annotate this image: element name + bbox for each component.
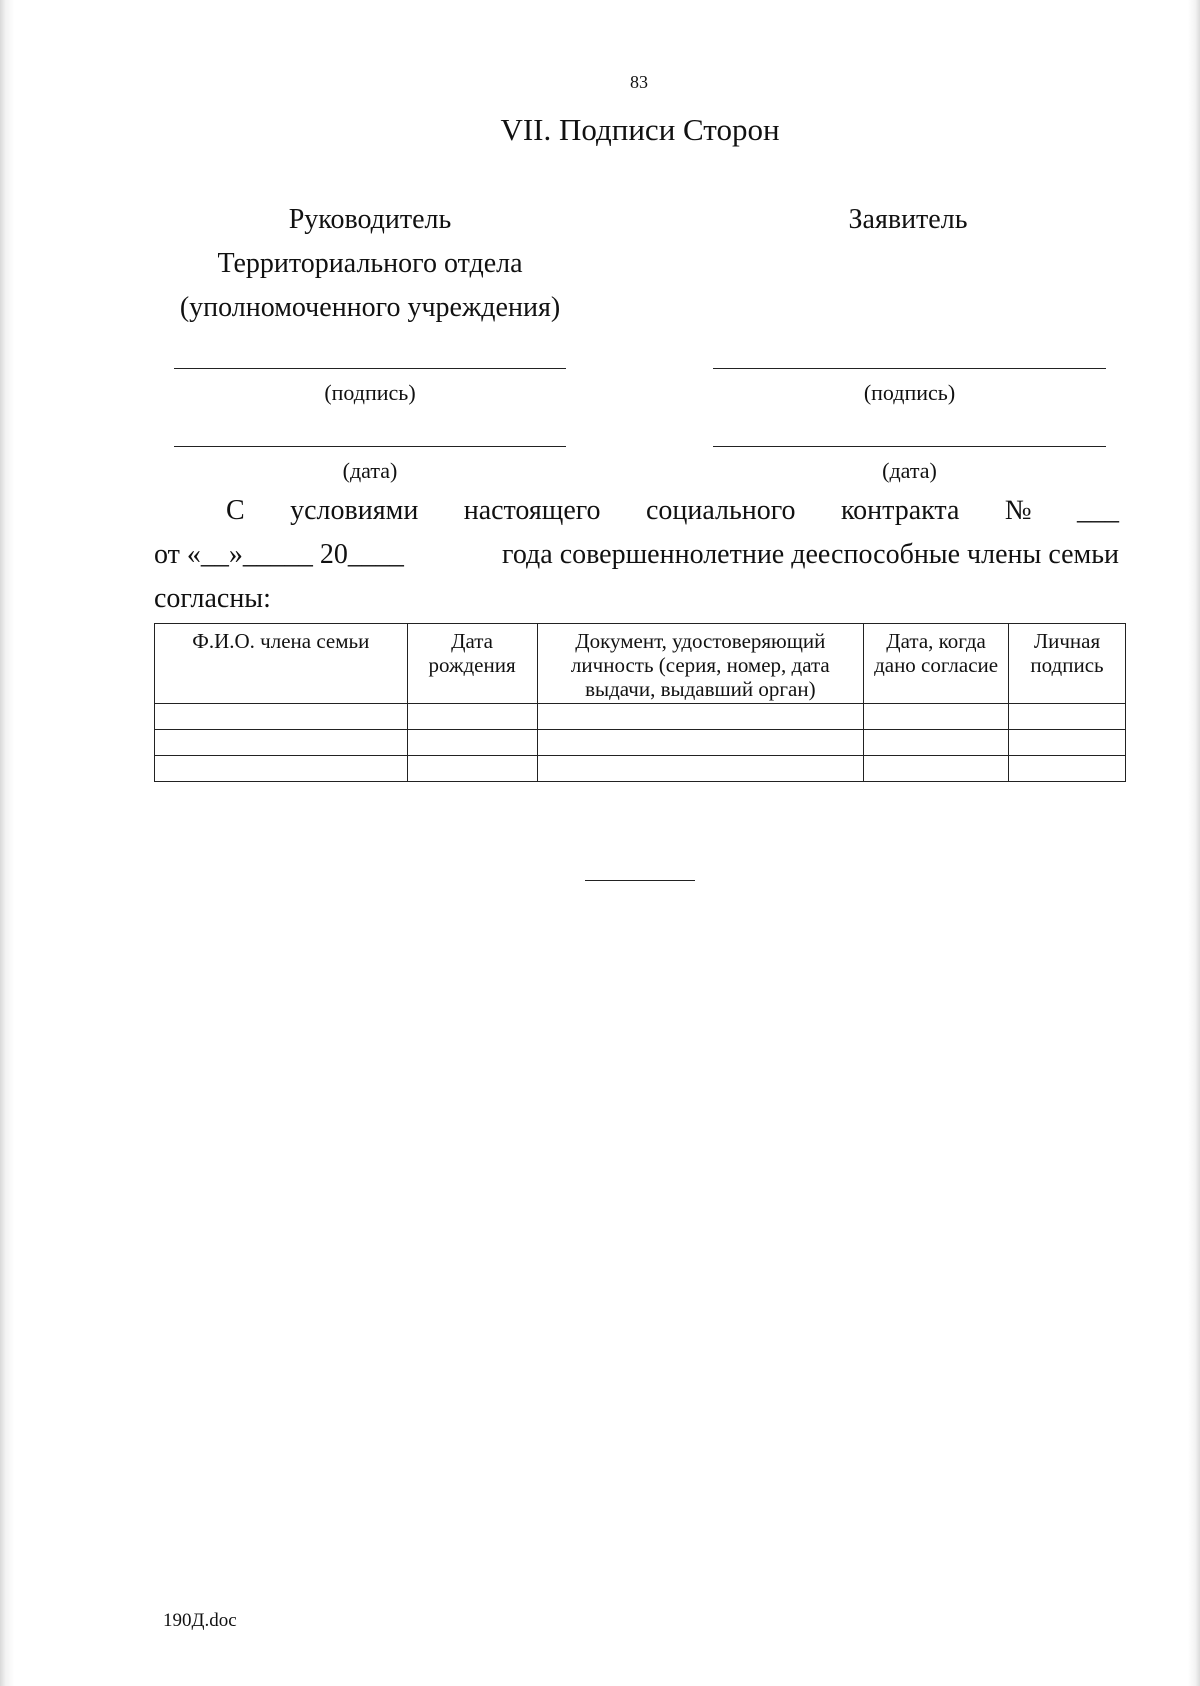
table-cell[interactable]: [1009, 704, 1126, 730]
end-of-document-divider: [585, 880, 695, 881]
consent-line-1: [154, 489, 1119, 533]
table-cell[interactable]: [155, 756, 408, 782]
consent-line-3: согласны:: [154, 583, 271, 614]
left-date-caption: (дата): [342, 458, 398, 483]
table-cell[interactable]: [864, 756, 1009, 782]
consent-word: настоящего: [463, 495, 601, 526]
left-party-block: [150, 198, 590, 330]
footer-file-name: 190Д.doc: [163, 1610, 237, 1631]
left-party-title-line3: (уполномоченного учреждения): [179, 292, 561, 323]
table-cell[interactable]: [407, 704, 537, 730]
right-signature-line[interactable]: [713, 368, 1106, 369]
table-header-row: [155, 624, 1126, 704]
right-party-block: [718, 198, 1098, 242]
table-cell[interactable]: [1009, 756, 1126, 782]
column-header-full-name: Ф.И.О. члена семьи: [155, 624, 408, 704]
contract-number-blank[interactable]: ___: [1076, 495, 1119, 526]
table-cell[interactable]: [537, 756, 864, 782]
consent-word: контракта: [840, 495, 960, 526]
consent-word: условиями: [290, 495, 419, 526]
consent-line-2-text: года совершеннолетние дееспособные члены семьи: [502, 539, 1119, 570]
table-row: [155, 730, 1126, 756]
column-header-birth-date: Дата рождения: [407, 624, 537, 704]
table-cell[interactable]: [537, 704, 864, 730]
left-date-line[interactable]: [174, 446, 566, 447]
table-cell[interactable]: [864, 730, 1009, 756]
contract-date-blanks[interactable]: от «__»_____ 20____: [154, 539, 404, 570]
table-cell[interactable]: [155, 704, 408, 730]
table-cell[interactable]: [407, 756, 537, 782]
right-signature-caption: (подпись): [863, 380, 956, 405]
column-header-consent-date: Дата, когда дано согласие: [864, 624, 1009, 704]
family-members-table: [154, 623, 1126, 782]
left-party-title-line2: Территориального отдела: [217, 248, 523, 279]
right-date-caption: (дата): [882, 458, 937, 483]
table-cell[interactable]: [1009, 730, 1126, 756]
table-cell[interactable]: [155, 730, 408, 756]
left-party-title-line1: Руководитель: [288, 204, 452, 235]
consent-word: С: [226, 495, 245, 526]
consent-line-2: [154, 533, 1119, 577]
consent-word: №: [1004, 495, 1032, 526]
table-row: [155, 704, 1126, 730]
left-signature-caption: (подпись): [324, 380, 416, 405]
page-number: 83: [630, 72, 648, 92]
table-cell[interactable]: [537, 730, 864, 756]
left-signature-line[interactable]: [174, 368, 566, 369]
column-header-identity-document: Документ, удостоверяющий личность (серия, номер, дата выдачи, выдавший орган): [537, 624, 864, 704]
table-cell[interactable]: [864, 704, 1009, 730]
column-header-signature: Личная подпись: [1009, 624, 1126, 704]
scan-edge-right: [1188, 0, 1200, 1686]
table-row: [155, 756, 1126, 782]
right-date-line[interactable]: [713, 446, 1106, 447]
right-party-title: Заявитель: [848, 204, 968, 235]
consent-word: социального: [645, 495, 796, 526]
table-cell[interactable]: [407, 730, 537, 756]
section-title: VII. Подписи Сторон: [500, 112, 780, 147]
scan-edge-left: [0, 0, 14, 1686]
